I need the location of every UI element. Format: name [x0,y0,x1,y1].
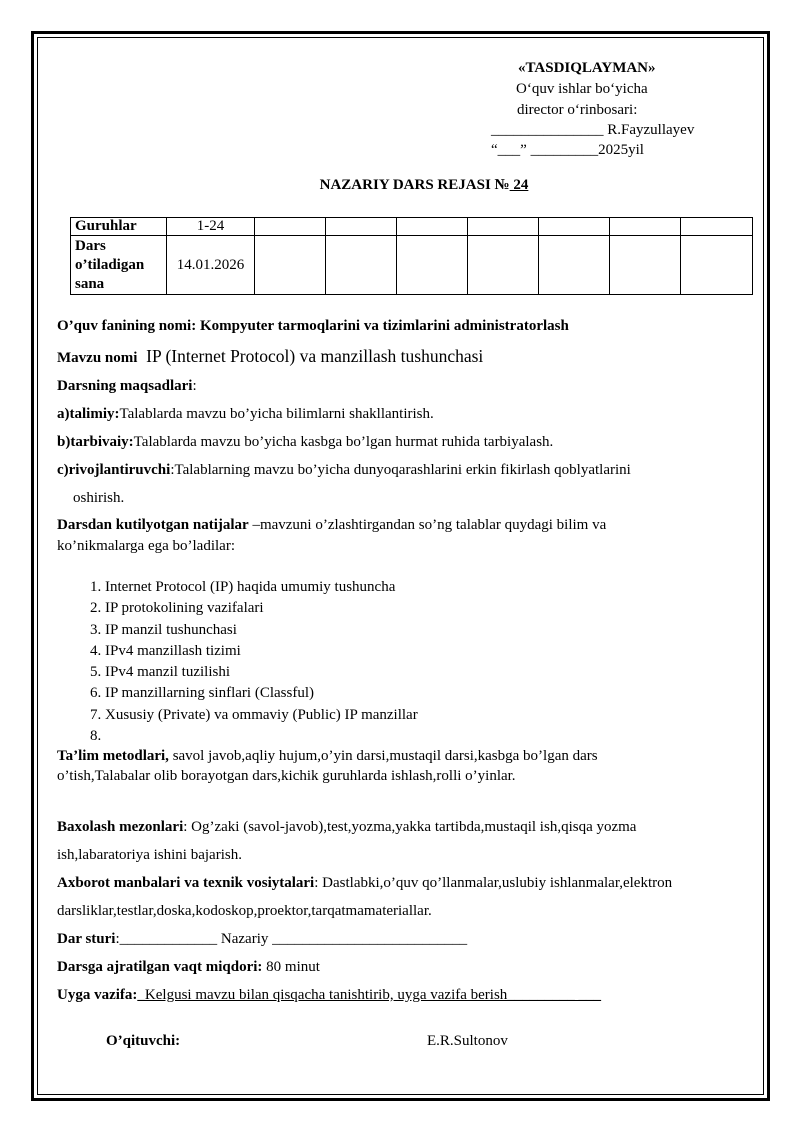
goal-c-label: c)rivojlantiruvchi [57,462,171,478]
list-item: 5. IPv4 manzil tuzilishi [105,662,418,683]
table-cell [681,218,753,236]
approval-signature: _______________ R.Fayzullayev [491,122,695,138]
methods-line2: o’tish,Talabalar olib borayotgan dars,kichik guruhlarda ishlash,rolli o’yinlar. [57,768,516,784]
homework-value: _Kelgusi mavzu bilan qisqacha tanishtirib, uyga vazifa berish_________ ___ [137,987,602,1003]
groups-table [70,217,753,295]
approval-heading: «TASDIQLAYMAN» [518,60,656,76]
resources-label: Axborot manbalari va texnik vosiytalari [57,875,315,891]
topic-line [57,346,483,367]
resources-text1: : Dastlabki,o’quv qo’llanmalar,uslubiy ishlanmalar,elektron [314,875,673,891]
table-cell [610,236,681,295]
goals-label: Darsning maqsadlari [57,378,193,394]
goal-b-label: b)tarbivaiy: [57,434,134,450]
lesson-type-value: :_____________ Nazariy __________________________ [115,931,468,947]
page-title [0,177,800,194]
list-item: 3. IP manzil tushunchasi [105,620,418,641]
methods-label: Ta’lim metodlari, [57,748,169,764]
assessment-line1 [57,819,636,836]
duration-value: 80 minut [262,959,320,975]
goal-b [57,434,553,451]
methods-line1 [57,748,598,765]
table-cell [255,218,326,236]
lesson-type-label: Dar sturi [57,931,116,947]
table-cell [539,218,610,236]
assessment-label: Baxolash mezonlari [57,819,184,835]
lesson-type-line [57,931,467,948]
approval-line2: director o‘rinbosari: [517,102,638,118]
date-value: 14.01.2026 [167,236,255,295]
table-cell [539,236,610,295]
groups-header: Guruhlar [71,218,167,236]
table-cell [397,236,468,295]
subject-label: O’quv fanining nomi: [57,318,197,334]
results-list [57,577,418,747]
assessment-line2: ish,labaratoriya ishini bajarish. [57,847,242,863]
list-item: 4. IPv4 manzillash tizimi [105,641,418,662]
results-line2: ko’nikmalarga ega bo’ladilar: [57,538,235,554]
groups-row [71,218,753,236]
table-cell [397,218,468,236]
homework-line [57,987,601,1004]
table-cell [255,236,326,295]
results-line1 [57,517,606,534]
list-item: 2. IP protokolining vazifalari [105,598,418,619]
approval-line1: O‘quv ishlar bo‘yicha [516,81,648,97]
list-item [105,726,418,747]
goal-a [57,406,434,423]
topic-label: Mavzu nomi [57,350,138,366]
duration-label: Darsga ajratilgan vaqt miqdori: [57,959,263,975]
table-cell [468,218,539,236]
date-header: Dars o’tiladigan sana [71,236,167,295]
groups-value: 1-24 [167,218,255,236]
title-text: NAZARIY DARS REJASI № [319,177,510,193]
goal-c-text: :Talablarning mavzu bo’yicha dunyoqarashlarini erkin fikirlash qoblyatlarini [170,462,631,478]
table-cell [326,236,397,295]
goals-colon: : [192,378,197,394]
methods-text1: savol javob,aqliy hujum,o’yin darsi,mustaqil darsi,kasbga bo’lgan dars [168,748,598,764]
results-label: Darsdan kutilyotgan natijalar [57,517,249,533]
table-cell [610,218,681,236]
assessment-text1: : Og’zaki (savol-javob),test,yozma,yakka tartibda,mustaqil ish,qisqa yozma [183,819,637,835]
date-row [71,236,753,295]
homework-label: Uyga vazifa: [57,987,138,1003]
goal-b-text: Talablarda mavzu bo’yicha kasbga bo’lgan hurmat ruhida tarbiyalash. [133,434,554,450]
subject-line [57,318,569,335]
resources-line1 [57,875,672,892]
approval-date: “___” _________2025yil [491,142,644,158]
topic-value: IP (Internet Protocol) va manzillash tushunchasi [137,346,484,366]
list-item: 6. IP manzillarning sinflari (Classful) [105,683,418,704]
goal-c-cont: oshirish. [73,490,125,506]
results-text1: –mavzuni o’zlashtirgandan so’ng talablar quydagi bilim va [248,517,607,533]
subject-value: Kompyuter tarmoqlarini va tizimlarini administratorlash [196,318,569,334]
goals-heading [57,378,197,395]
goal-c [57,462,631,479]
teacher-name: E.R.Sultonov [427,1033,508,1049]
list-item: 1. Internet Protocol (IP) haqida umumiy tushuncha [105,577,418,598]
table-cell [681,236,753,295]
title-number: 24 [509,177,529,193]
teacher-label: O’qituvchi: [106,1033,181,1049]
list-item: 7. Xususiy (Private) va ommaviy (Public) IP manzillar [105,705,418,726]
table-cell [326,218,397,236]
goal-a-text: Talablarda mavzu bo’yicha bilimlarni shakllantirish. [119,406,434,422]
duration-line [57,959,320,976]
table-cell [468,236,539,295]
resources-line2: darsliklar,testlar,doska,kodoskop,proektor,tarqatmamateriallar. [57,903,432,919]
goal-a-label: a)talimiy: [57,406,120,422]
